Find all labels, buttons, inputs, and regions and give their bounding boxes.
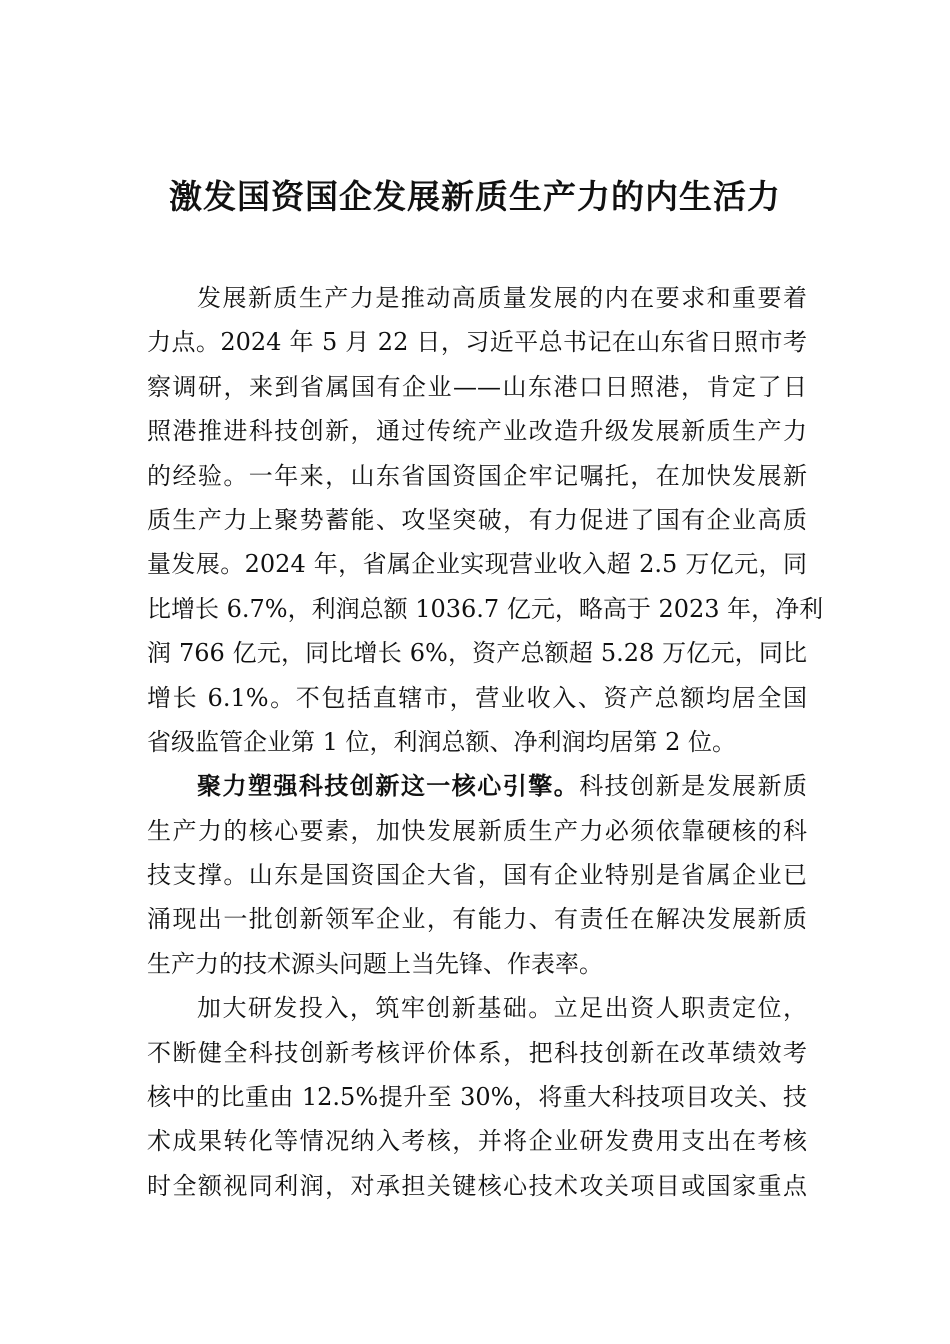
text-line: 术成果转化等情况纳入考核，并将企业研发费用支出在考核 [147,1127,807,1156]
text-line: 省级监管企业第 1 位，利润总额、净利润均居第 2 位。 [147,727,737,756]
text-line: 不断健全科技创新考核评价体系，把科技创新在改革绩效考 [147,1038,807,1067]
text-line: 涌现出一批创新领军企业，有能力、有责任在解决发展新质 [147,905,807,934]
text-line: 量发展。2024 年，省属企业实现营业收入超 2.5 万亿元，同 [147,550,807,579]
paragraph-1 [147,276,824,764]
text-line: 比增长 6.7%，利润总额 1036.7 亿元，略高于 2023 年，净利 [147,594,824,623]
document-title: 激发国资国企发展新质生产力的内生活力 [169,177,781,216]
paragraph-3 [147,986,807,1208]
text-line: 力点。2024 年 5 月 22 日，习近平总书记在山东省日照市考 [147,328,807,357]
text-line: 发展新质生产力是推动高质量发展的内在要求和重要着 [197,284,807,312]
text-line: 照港推进科技创新，通过传统产业改造升级发展新质生产力 [147,417,807,446]
text-line: 生产力的技术源头问题上当先锋、作表率。 [147,949,603,978]
text-line: 加大研发投入，筑牢创新基础。立足出资人职责定位， [197,994,807,1023]
text-line [147,764,807,808]
text-line: 察调研，来到省属国有企业——山东港口日照港，肯定了日 [147,372,807,401]
paragraph-2 [147,764,807,986]
text-line: 生产力的核心要素，加快发展新质生产力必须依靠硬核的科 [147,816,807,845]
text-line: 润 766 亿元，同比增长 6%，资产总额超 5.28 万亿元，同比 [147,639,807,668]
paragraph-lead-heading: 聚力塑强科技创新这一核心引擎。 [197,772,580,801]
text-line: 核中的比重由 12.5%提升至 30%，将重大科技项目攻关、技 [147,1083,807,1112]
text-line: 技支撑。山东是国资国企大省，国有企业特别是省属企业已 [147,861,807,890]
text-line: 质生产力上聚势蓄能、攻坚突破，有力促进了国有企业高质 [147,505,807,534]
text-line: 时全额视同利润，对承担关键核心技术攻关项目或国家重点 [147,1171,807,1200]
document-body [147,276,824,1208]
text-line: 增长 6.1%。不包括直辖市，营业收入、资产总额均居全国 [147,683,807,712]
text-line: 的经验。一年来，山东省国资国企牢记嘱托，在加快发展新 [147,461,807,490]
text-fragment: 科技创新是发展新质 [579,772,808,801]
